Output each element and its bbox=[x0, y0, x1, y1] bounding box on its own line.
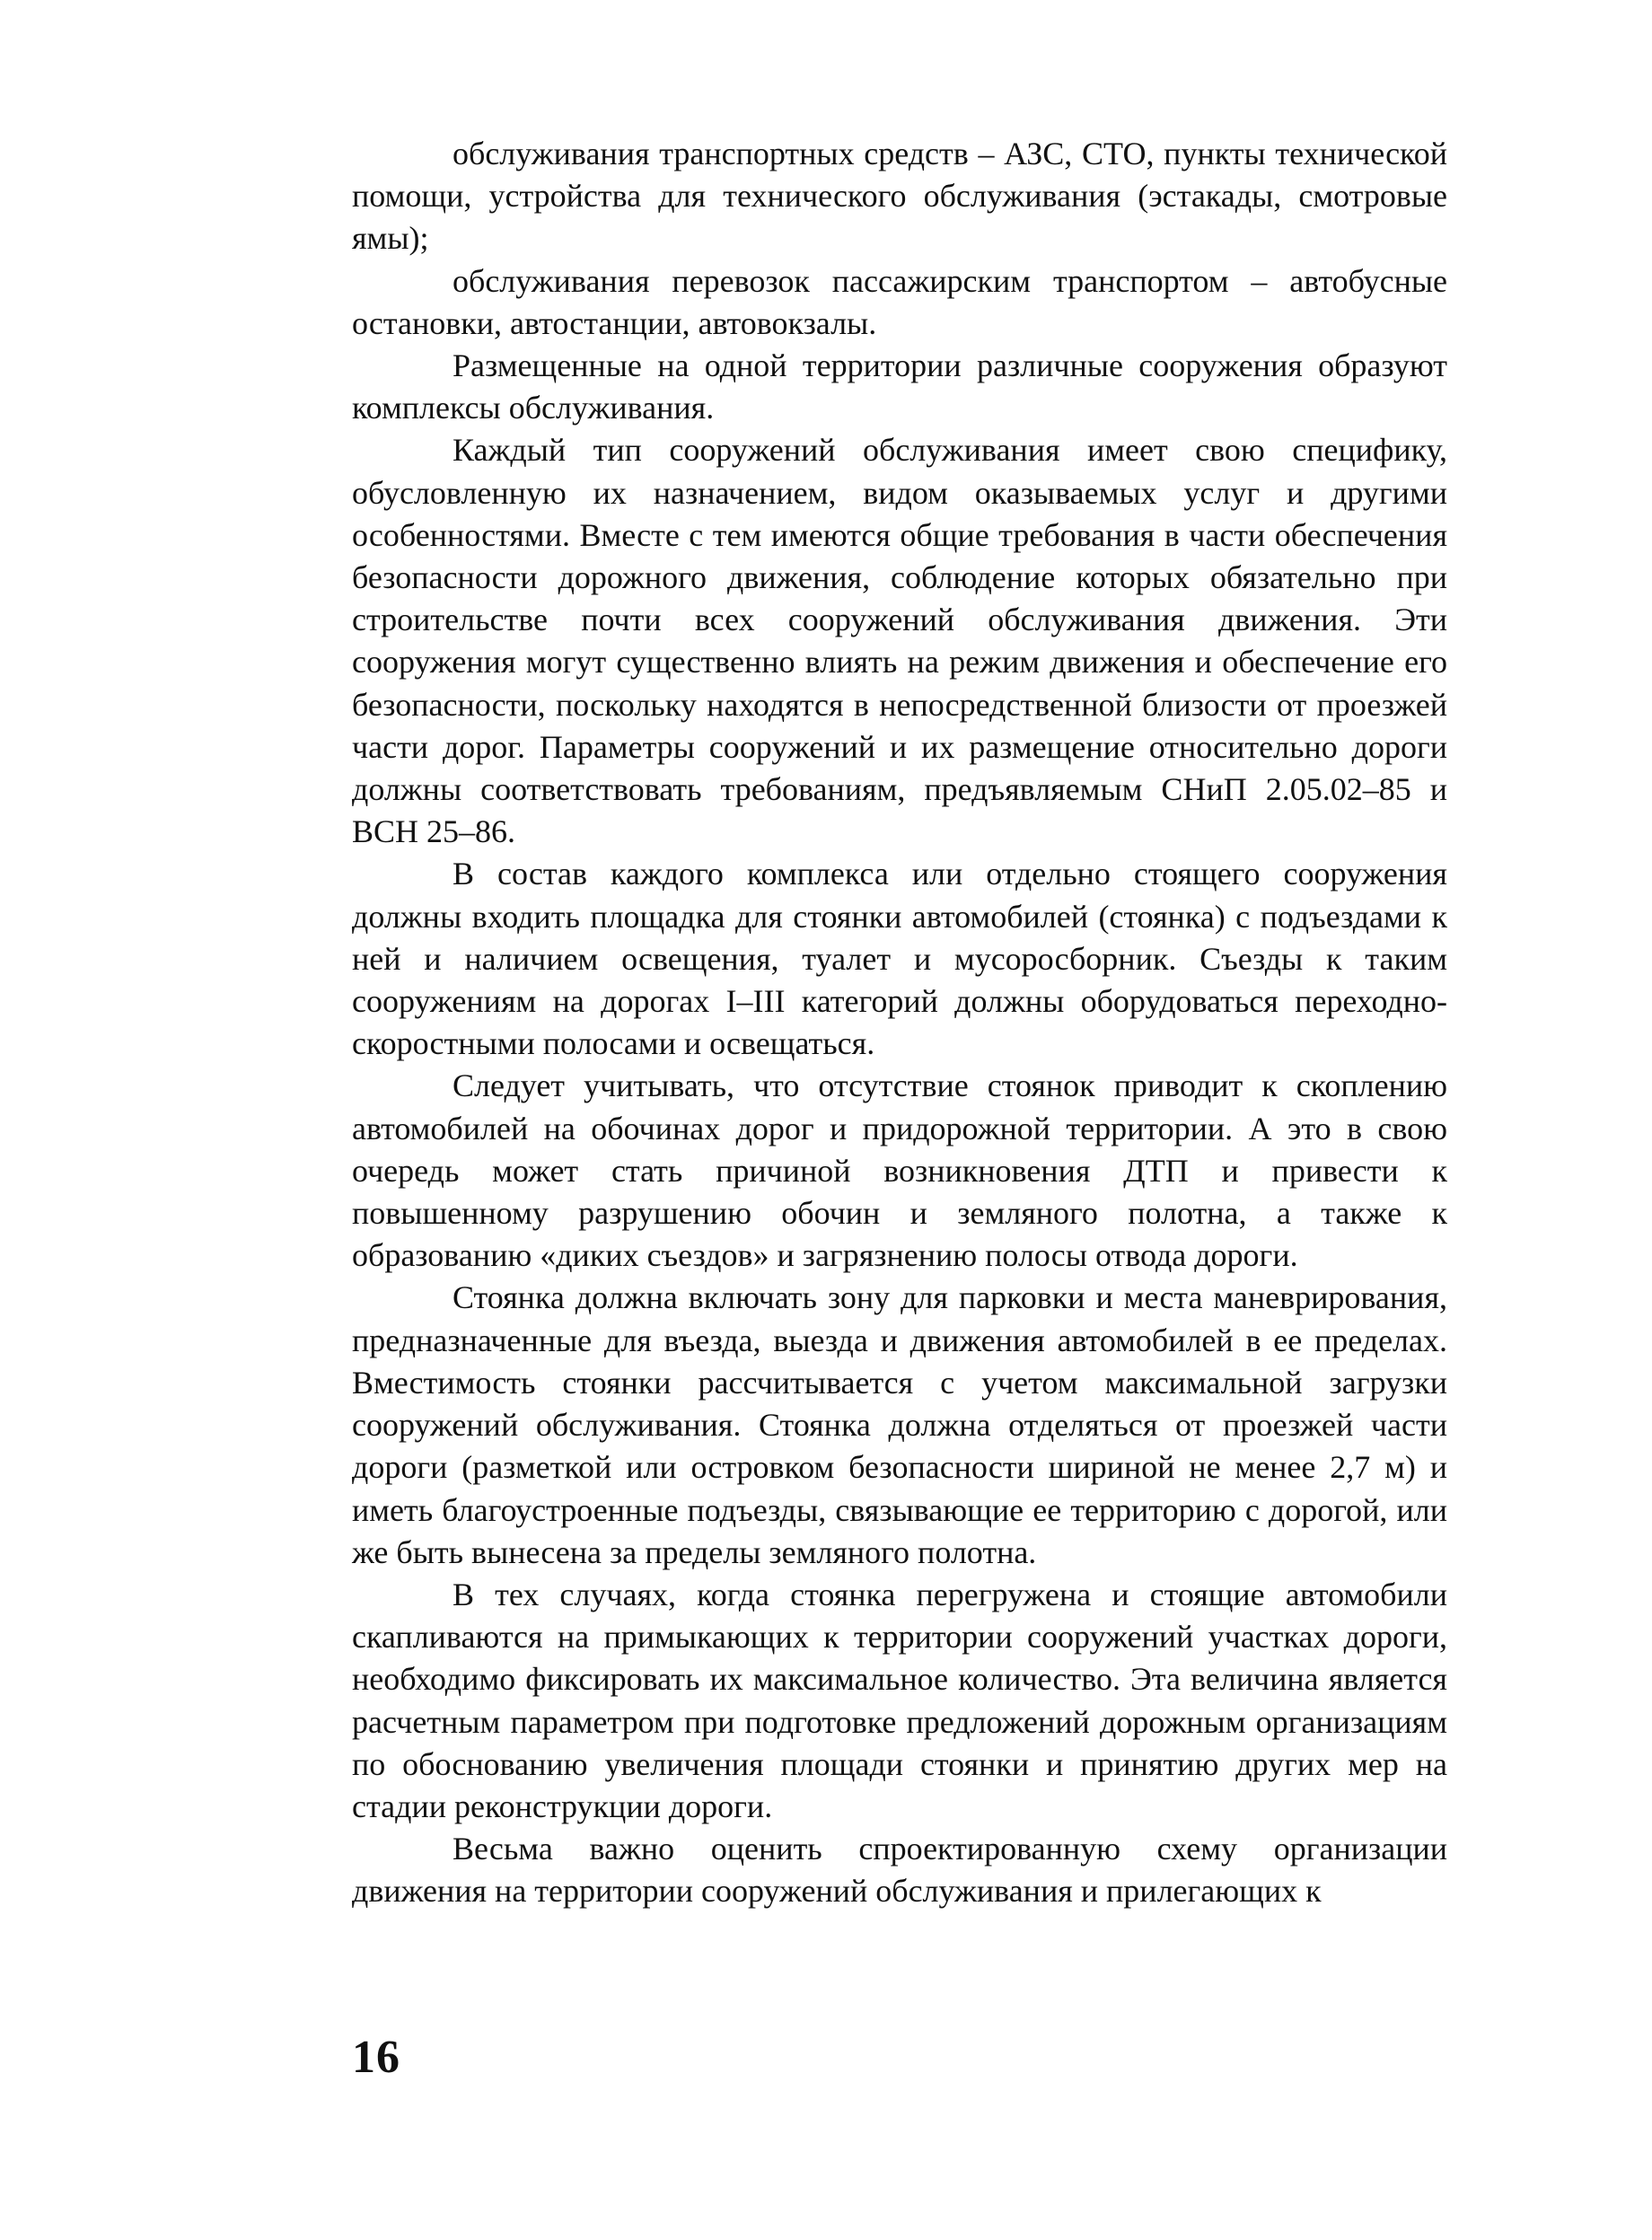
paragraph-6: Следует учитывать, что отсутствие стоянок приводит к скоплению автомобилей на обочинах дорог и придорожной территории. А это в свою очередь может стать причиной возникновения ДТП и привести к повышенному разрушению обочин и земляного полотна, а также к образованию «диких съездов» и загрязнению полосы отвода дороги. bbox=[352, 1067, 1447, 1274]
body-text bbox=[352, 133, 1447, 1913]
paragraph-3: Размещенные на одной территории различные сооружения образуют комплексы обслуживания. bbox=[352, 347, 1447, 426]
paragraph-7: Стоянка должна включать зону для парковки и места маневрирования, предназначенные для въезда, выезда и движения автомобилей в ее пределах. Вместимость стоянки рассчитывается с учетом максимальной загрузки сооружений обслуживания. Стоянка должна отделяться от проезжей части дороги (разметкой или островком безопасности шириной не менее 2,7 м) и иметь благоустроенные подъезды, связывающие ее территорию с дорогой, или же быть вынесена за пределы земляного полотна. bbox=[352, 1279, 1447, 1570]
page-number: 16 bbox=[352, 2032, 400, 2083]
paragraph-9: Весьма важно оценить спроектированную схему организации движения на территории сооружений обслуживания и прилегающих к bbox=[352, 1831, 1447, 1910]
paragraph-8: В тех случаях, когда стоянка перегружена и стоящие автомобили скапливаются на примыкающих к территории сооружений участках дороги, необходимо фиксировать их максимальное количество. Эта величина является расчетным параметром при подготовке предложений дорожным организациям по обоснованию увеличения площади стоянки и принятию других мер на стадии реконструкции дороги. bbox=[352, 1576, 1447, 1824]
paragraph-5: В состав каждого комплекса или отдельно стоящего сооружения должны входить площадка для стоянки автомобилей (стоянка) с подъездами к ней и наличием освещения, туалет и мусоросборник. Съезды к таким сооружениям на дорогах I–III категорий должны оборудоваться переходно-скоростными полосами и освещаться. bbox=[352, 856, 1447, 1062]
paragraph-1: обслуживания транспортных средств – АЗС, СТО, пункты технической помощи, устройства для технического обслуживания (эстакады, смотровые ямы); bbox=[352, 136, 1447, 257]
paragraph-2: обслуживания перевозок пассажирским транспортом – автобусные остановки, автостанции, автовокзалы. bbox=[352, 262, 1447, 341]
paragraph-4: Каждый тип сооружений обслуживания имеет свою специфику, обусловленную их назначением, видом оказываемых услуг и другими особенностями. Вместе с тем имеются общие требования в части обеспечения безопасности дорожного движения, соблюдение которых обязательно при строительстве почти всех сооружений обслуживания движения. Эти сооружения могут существенно влиять на режим движения и обеспечение его безопасности, поскольку находятся в непосредственной близости от проезжей части дорог. Параметры сооружений и их размещение относительно дороги должны соответствовать требованиям, предъявляемым СНиП 2.05.02–85 и ВСН 25–86. bbox=[352, 432, 1447, 850]
